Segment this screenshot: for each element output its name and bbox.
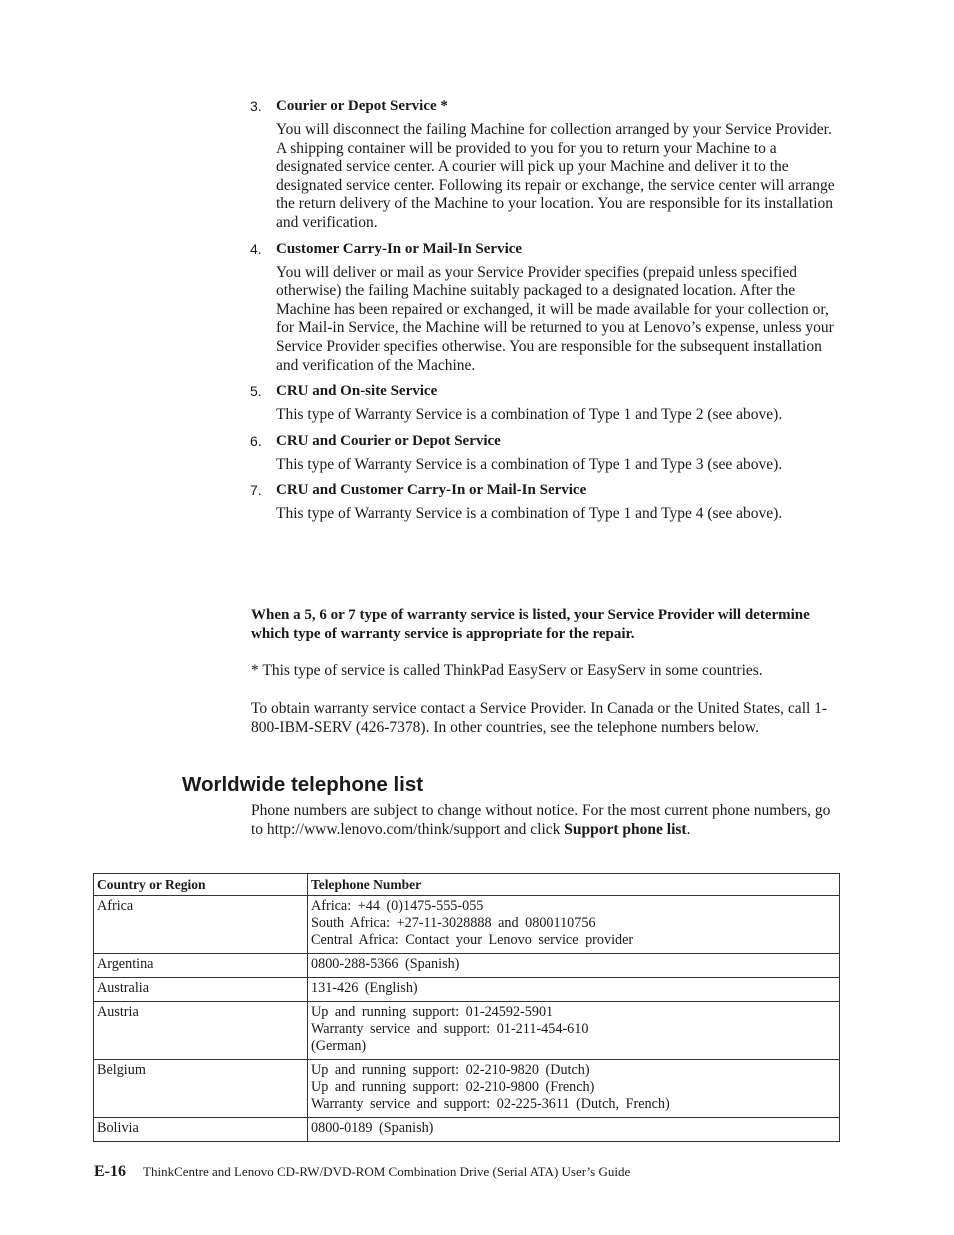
phone-line: 131-426 (English) bbox=[311, 980, 418, 996]
phone-line: 0800-288-5366 (Spanish) bbox=[311, 956, 460, 972]
phone-line: Up and running support: 02-210-9800 (French) bbox=[311, 1079, 595, 1095]
table-row bbox=[94, 954, 840, 978]
phone-line: Warranty service and support: 02-225-3611 (Dutch, French) bbox=[311, 1096, 670, 1112]
header-country: Country or Region bbox=[94, 874, 308, 896]
footnote: * This type of service is called ThinkPad EasyServ or EasyServ in some countries. bbox=[251, 662, 763, 679]
table-row bbox=[94, 978, 840, 1002]
country-cell: Argentina bbox=[94, 954, 308, 978]
intro-paragraph bbox=[251, 802, 843, 840]
phone-cell bbox=[308, 1118, 840, 1142]
item-title: Customer Carry-In or Mail-In Service bbox=[276, 240, 523, 257]
phone-cell bbox=[308, 896, 840, 954]
service-item-3 bbox=[250, 97, 842, 233]
phone-cell bbox=[308, 978, 840, 1002]
table-row bbox=[94, 1002, 840, 1060]
item-number: 7. bbox=[250, 482, 262, 499]
service-item-5 bbox=[250, 382, 842, 425]
item-body: This type of Warranty Service is a combination of Type 1 and Type 2 (see above). bbox=[276, 406, 783, 424]
phone-line: South Africa: +27-11-3028888 and 0800110756 bbox=[311, 915, 596, 931]
country-cell: Bolivia bbox=[94, 1118, 308, 1142]
item-number: 6. bbox=[250, 432, 262, 449]
country-cell: Africa bbox=[94, 896, 308, 954]
table-row bbox=[94, 1060, 840, 1118]
support-phone-list-link: Support phone list bbox=[564, 820, 687, 838]
item-body: You will deliver or mail as your Service Provider specifies (prepaid unless specified otherwise) the failing Machine suitably packaged to a designated location. After the Machine has been repaired or exchanged, it will be made available for your collection or, for Mail-in Service, the Machine will be returned to you at Lenovo’s expense, unless your Service Provider specifies otherwise. You are responsible for the subsequent installation and verification of the Machine. bbox=[276, 263, 834, 374]
country-cell: Austria bbox=[94, 1002, 308, 1060]
phone-cell bbox=[308, 954, 840, 978]
telephone-table bbox=[93, 873, 840, 1142]
table-header-row bbox=[94, 874, 840, 896]
country-cell: Australia bbox=[94, 978, 308, 1002]
intro-end: . bbox=[686, 820, 691, 838]
phone-line: Central Africa: Contact your Lenovo service provider bbox=[311, 932, 634, 948]
phone-cell bbox=[308, 1002, 840, 1060]
item-body: You will disconnect the failing Machine for collection arranged by your Service Provider. A shipping container will be provided to you for you to return your Machine to a designated service center. A courier will pick up your Machine and deliver it to the designated service center. Following its repair or exchange, the service center will arrange the return delivery of the Machine to your location. You are responsible for its installation and verification. bbox=[276, 121, 835, 231]
item-number: 3. bbox=[250, 98, 262, 114]
phone-line: Up and running support: 02-210-9820 (Dutch) bbox=[311, 1062, 590, 1078]
item-number: 5. bbox=[250, 383, 262, 400]
intro-text: Phone numbers are subject to change without notice. For the most current phone numbers, go to http://www.lenovo.com/think/support and click bbox=[251, 802, 831, 838]
item-title: CRU and On-site Service bbox=[276, 383, 438, 400]
service-item-4 bbox=[250, 240, 842, 376]
page-number: E-16 bbox=[94, 1163, 126, 1180]
country-cell: Belgium bbox=[94, 1060, 308, 1118]
header-telephone: Telephone Number bbox=[308, 874, 840, 896]
warranty-note: When a 5, 6 or 7 type of warranty service is listed, your Service Provider will determine which type of warranty service is appropriate for the repair. bbox=[251, 607, 810, 642]
page-footer bbox=[94, 1163, 630, 1181]
phone-line: 0800-0189 (Spanish) bbox=[311, 1120, 434, 1136]
item-title: CRU and Customer Carry-In or Mail-In Service bbox=[276, 482, 587, 499]
item-title: CRU and Courier or Depot Service bbox=[276, 432, 501, 449]
phone-line: Up and running support: 01-24592-5901 bbox=[311, 1004, 554, 1020]
table-row bbox=[94, 1118, 840, 1142]
item-body: This type of Warranty Service is a combination of Type 1 and Type 3 (see above). bbox=[276, 455, 783, 473]
item-number: 4. bbox=[250, 240, 262, 257]
phone-line: Africa: +44 (0)1475-555-055 bbox=[311, 898, 484, 914]
service-item-6 bbox=[250, 432, 842, 475]
contact-paragraph: To obtain warranty service contact a Service Provider. In Canada or the United States, call 1-800-IBM-SERV (426-7378). In other countries, see the telephone numbers below. bbox=[251, 700, 828, 736]
section-title: Worldwide telephone list bbox=[182, 773, 424, 796]
table-row bbox=[94, 896, 840, 954]
phone-cell bbox=[308, 1060, 840, 1118]
service-item-7 bbox=[250, 481, 842, 524]
service-type-list bbox=[250, 97, 842, 531]
item-body: This type of Warranty Service is a combination of Type 1 and Type 4 (see above). bbox=[276, 505, 783, 523]
phone-line: (German) bbox=[311, 1038, 367, 1054]
footer-title: ThinkCentre and Lenovo CD-RW/DVD-ROM Combination Drive (Serial ATA) User’s Guide bbox=[143, 1164, 631, 1179]
phone-line: Warranty service and support: 01-211-454-610 bbox=[311, 1021, 589, 1037]
item-title: Courier or Depot Service * bbox=[276, 98, 448, 114]
